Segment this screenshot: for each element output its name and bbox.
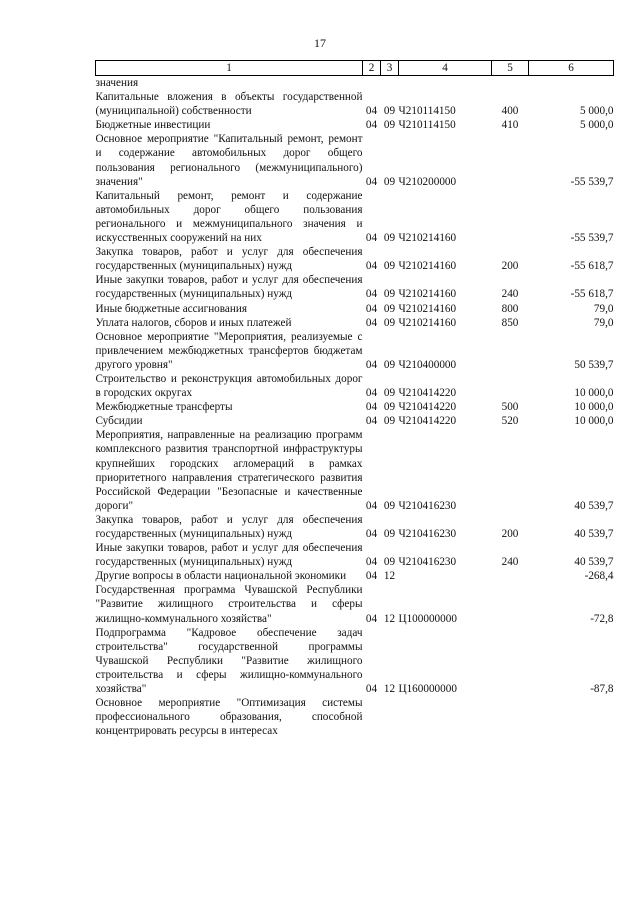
row-description: Субсидии — [95, 415, 143, 428]
row-target-code: Ч210214160 — [398, 288, 457, 301]
row-amount: 10 000,0 — [574, 387, 614, 400]
row-expense-type: 410 — [501, 119, 519, 132]
row-subsection: 09 — [383, 119, 396, 132]
row-subsection: 12 — [383, 612, 396, 625]
row-section: 04 — [365, 387, 378, 400]
row-target-code: Ч210114150 — [398, 119, 456, 132]
row-section: 04 — [365, 570, 378, 583]
table-row — [96, 76, 614, 91]
row-section: 04 — [365, 499, 378, 512]
row-section: 04 — [365, 401, 378, 414]
row-section — [363, 696, 381, 738]
row-amount: -55 539,7 — [570, 232, 614, 245]
row-target-code — [399, 569, 492, 583]
row-subsection: 09 — [383, 260, 396, 273]
row-section: 04 — [365, 683, 378, 696]
row-target-code: Ч210416230 — [398, 556, 457, 569]
row-expense-type: 400 — [501, 105, 519, 118]
row-expense-type — [492, 583, 529, 625]
row-amount: 79,0 — [593, 302, 614, 315]
row-target-code: Ц100000000 — [398, 612, 457, 625]
row-amount — [529, 76, 614, 91]
row-amount: -87,8 — [590, 683, 614, 696]
row-description: Уплата налогов, сборов и иных платежей — [95, 316, 292, 329]
row-subsection — [381, 76, 399, 91]
row-subsection: 09 — [383, 232, 396, 245]
row-description: Межбюджетные трансферты — [95, 401, 233, 414]
row-description: Закупка товаров, работ и услуг для обеспечения государственных (муниципальных) нужд — [95, 513, 363, 540]
header-col-4: 4 — [399, 61, 492, 76]
table-row — [96, 132, 614, 188]
table-row — [96, 189, 614, 245]
row-amount — [529, 696, 614, 738]
row-expense-type — [492, 132, 529, 188]
table-row — [96, 245, 614, 273]
row-amount: 40 539,7 — [574, 528, 614, 540]
table-row — [96, 414, 614, 428]
table-row — [96, 273, 614, 301]
row-description: Мероприятия, направленные на реализацию программ комплексного развития транспортной инфраструктуры крупнейших городских агломераций в рамках приоритетного направления стратегического развития Российской Федерации "Безопасные и качественные дороги" — [95, 429, 363, 512]
row-amount: -55 618,7 — [570, 260, 614, 273]
row-description: Иные закупки товаров, работ и услуг для обеспечения государственных (муниципальных) нужд — [95, 274, 363, 301]
row-section: 04 — [365, 175, 378, 188]
table-row — [96, 569, 614, 583]
table-body — [96, 76, 614, 739]
row-target-code: Ч210214160 — [398, 302, 457, 315]
row-expense-type — [492, 569, 529, 583]
row-amount: -55 618,7 — [570, 288, 614, 301]
header-col-6: 6 — [529, 61, 614, 76]
row-expense-type: 520 — [501, 415, 519, 428]
row-expense-type: 240 — [501, 288, 519, 301]
row-subsection — [381, 696, 399, 738]
row-section: 04 — [365, 105, 378, 118]
row-section: 04 — [365, 415, 378, 428]
row-subsection: 09 — [383, 387, 396, 400]
row-section: 04 — [365, 232, 378, 245]
row-description: Основное мероприятие "Оптимизация системы профессионального образования, способной концентрировать ресурсы в интересах — [95, 697, 363, 738]
row-target-code: Ч210214160 — [398, 316, 457, 329]
row-subsection: 09 — [383, 401, 396, 414]
row-expense-type: 500 — [501, 401, 519, 414]
row-target-code: Ч210400000 — [398, 358, 457, 371]
row-section — [363, 76, 381, 91]
row-expense-type: 200 — [501, 528, 519, 540]
row-description: Государственная программа Чувашской Республики "Развитие жилищного строительства и сферы жилищно-коммунального хозяйства" — [95, 584, 363, 625]
row-target-code: Ч210200000 — [398, 175, 457, 188]
row-description: Основное мероприятие "Капитальный ремонт, ремонт и содержание автомобильных дорог общего пользования регионального (межмуниципального) значения" — [95, 133, 363, 188]
header-col-2: 2 — [363, 61, 381, 76]
row-amount: 79,0 — [593, 316, 614, 329]
table-header-row — [96, 61, 614, 76]
row-target-code: Ч210214160 — [398, 260, 457, 273]
row-description: Иные закупки товаров, работ и услуг для обеспечения государственных (муниципальных) нужд — [95, 542, 363, 569]
row-expense-type — [492, 696, 529, 738]
row-amount: 50 539,7 — [574, 358, 614, 371]
row-description: Строительство и реконструкция автомобильных дорог в городских округах — [95, 372, 363, 400]
row-section: 04 — [365, 302, 378, 315]
table-row — [96, 626, 614, 696]
row-expense-type: 240 — [501, 556, 519, 569]
header-col-3: 3 — [381, 61, 399, 76]
row-subsection: 09 — [383, 358, 396, 371]
row-expense-type — [492, 428, 529, 513]
row-section: 04 — [365, 612, 378, 625]
row-target-code: Ч210414220 — [398, 415, 457, 428]
row-target-code — [399, 76, 492, 91]
table-row — [96, 428, 614, 513]
row-amount: -268,4 — [584, 570, 614, 583]
row-amount: -72,8 — [590, 612, 614, 625]
row-expense-type: 850 — [501, 316, 519, 329]
row-amount: 5 000,0 — [579, 105, 614, 118]
row-expense-type: 200 — [501, 260, 519, 273]
table-row — [96, 316, 614, 330]
row-subsection: 09 — [383, 528, 396, 540]
row-section: 04 — [365, 119, 378, 132]
row-description: Основное мероприятие "Мероприятия, реализуемые с привлечением межбюджетных трансфертов бюджетам другого уровня" — [95, 330, 363, 371]
row-section: 04 — [365, 260, 378, 273]
header-col-5: 5 — [492, 61, 529, 76]
row-expense-type — [492, 330, 529, 372]
row-description: Закупка товаров, работ и услуг для обеспечения государственных (муниципальных) нужд — [95, 246, 363, 273]
row-target-code: Ч210114150 — [398, 105, 456, 118]
row-target-code — [399, 696, 492, 738]
header-col-1: 1 — [96, 61, 363, 76]
row-subsection: 09 — [383, 175, 396, 188]
row-description: Подпрограмма "Кадровое обеспечение задач строительства" государственной программы Чувашской Республики "Развитие жилищного строительства и сферы жилищно-коммунального хозяйства" — [95, 626, 363, 696]
row-description: Капитальный ремонт, ремонт и содержание автомобильных дорог общего пользования регионального и межмуниципального значения и искусственных сооружений на них — [95, 189, 363, 245]
row-expense-type — [492, 76, 529, 91]
row-section: 04 — [365, 316, 378, 329]
row-subsection: 09 — [383, 415, 396, 428]
row-target-code: Ц160000000 — [398, 683, 457, 696]
row-amount: 40 539,7 — [574, 499, 614, 512]
row-amount: 10 000,0 — [574, 415, 614, 428]
row-target-code: Ч210416230 — [398, 528, 457, 540]
row-target-code: Ч210414220 — [398, 387, 457, 400]
row-subsection: 09 — [383, 499, 396, 512]
table-row — [96, 513, 614, 541]
row-description: Другие вопросы в области национальной экономики — [95, 570, 347, 583]
row-expense-type: 800 — [501, 302, 519, 315]
row-amount: 40 539,7 — [574, 556, 614, 569]
table-row — [96, 330, 614, 372]
row-description: Капитальные вложения в объекты государственной (муниципальной) собственности — [95, 91, 363, 118]
row-amount: 5 000,0 — [579, 119, 614, 132]
row-amount: -55 539,7 — [570, 175, 614, 188]
row-subsection: 09 — [383, 316, 396, 329]
row-amount: 10 000,0 — [574, 401, 614, 414]
row-description: Бюджетные инвестиции — [95, 119, 211, 132]
row-subsection: 09 — [383, 302, 396, 315]
row-section: 04 — [365, 528, 378, 540]
table-row — [96, 372, 614, 400]
row-expense-type — [492, 189, 529, 245]
table-row — [96, 541, 614, 569]
row-target-code: Ч210214160 — [398, 232, 457, 245]
row-description: Иные бюджетные ассигнования — [95, 302, 247, 315]
table-row — [96, 696, 614, 738]
page-number: 17 — [314, 36, 326, 50]
row-expense-type — [492, 372, 529, 400]
table-row — [96, 400, 614, 414]
row-section: 04 — [365, 358, 378, 371]
row-target-code: Ч210416230 — [398, 499, 457, 512]
row-subsection: 09 — [383, 105, 396, 118]
row-section: 04 — [365, 556, 378, 569]
row-target-code: Ч210414220 — [398, 401, 457, 414]
table-row — [96, 118, 614, 132]
table-row — [96, 302, 614, 316]
table-row — [96, 583, 614, 625]
row-expense-type — [492, 626, 529, 696]
row-subsection: 12 — [383, 683, 396, 696]
row-subsection: 09 — [383, 556, 396, 569]
row-subsection: 09 — [383, 288, 396, 301]
row-section: 04 — [365, 288, 378, 301]
budget-table — [95, 60, 614, 738]
row-description: значения — [95, 77, 139, 89]
table-row — [96, 90, 614, 118]
row-subsection: 12 — [383, 570, 396, 583]
